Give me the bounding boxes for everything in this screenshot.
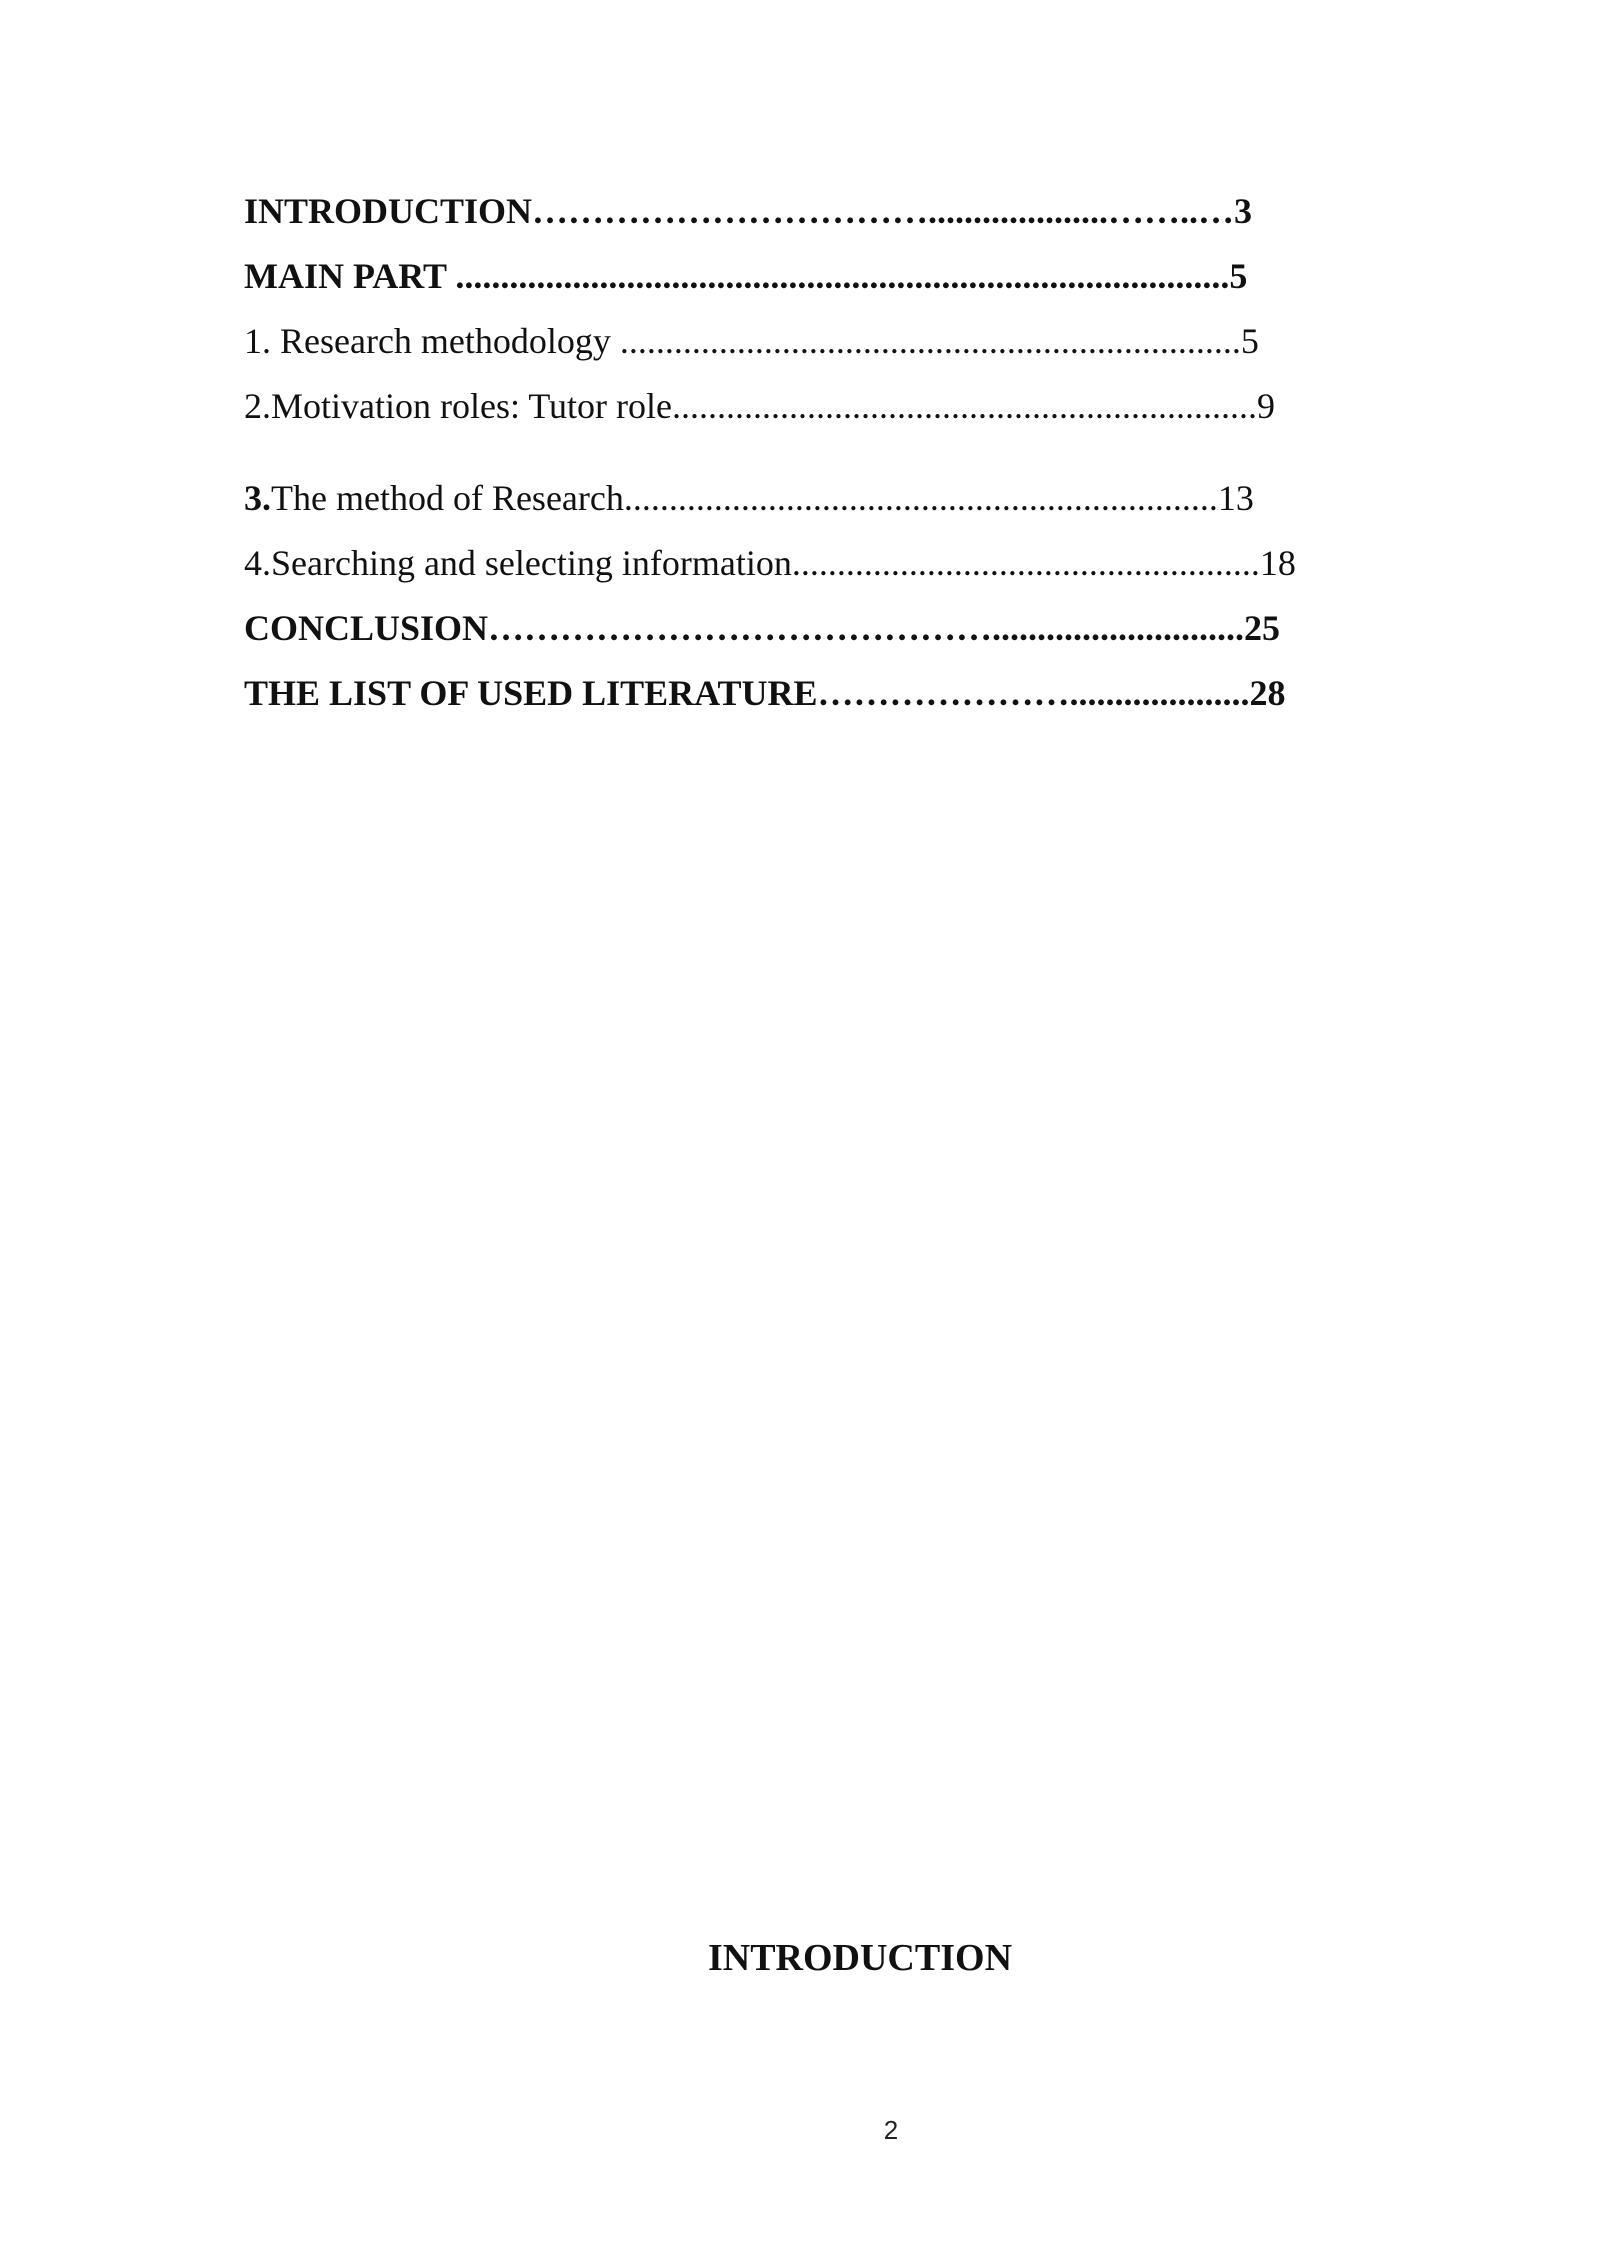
toc-entry-method-of-research bbox=[244, 475, 1254, 521]
toc-entry-motivation-roles: 2.Motivation roles: Tutor role.................................................................9 bbox=[244, 386, 1276, 426]
toc-entry-searching-information: 4.Searching and selecting information....................................................18 bbox=[244, 543, 1296, 583]
toc-entry-research-methodology: 1. Research methodology .....................................................................5 bbox=[244, 321, 1259, 361]
toc-entry-label: The method of Research..................................................................13 bbox=[271, 478, 1254, 518]
toc-entry-number: 3. bbox=[244, 478, 271, 518]
toc-entry-introduction: INTRODUCTION……………………………....................……..…3 bbox=[244, 191, 1253, 231]
toc-entry-main-part: MAIN PART ......................................................................................5 bbox=[244, 256, 1248, 296]
section-heading: INTRODUCTION bbox=[707, 1937, 1013, 1979]
toc-entry-conclusion: CONCLUSION……………………………………............................25 bbox=[244, 608, 1281, 648]
page-number: 2 bbox=[883, 2115, 899, 2145]
toc-entry-list-of-used-literature: THE LIST OF USED LITERATURE…………………....................28 bbox=[244, 673, 1286, 713]
